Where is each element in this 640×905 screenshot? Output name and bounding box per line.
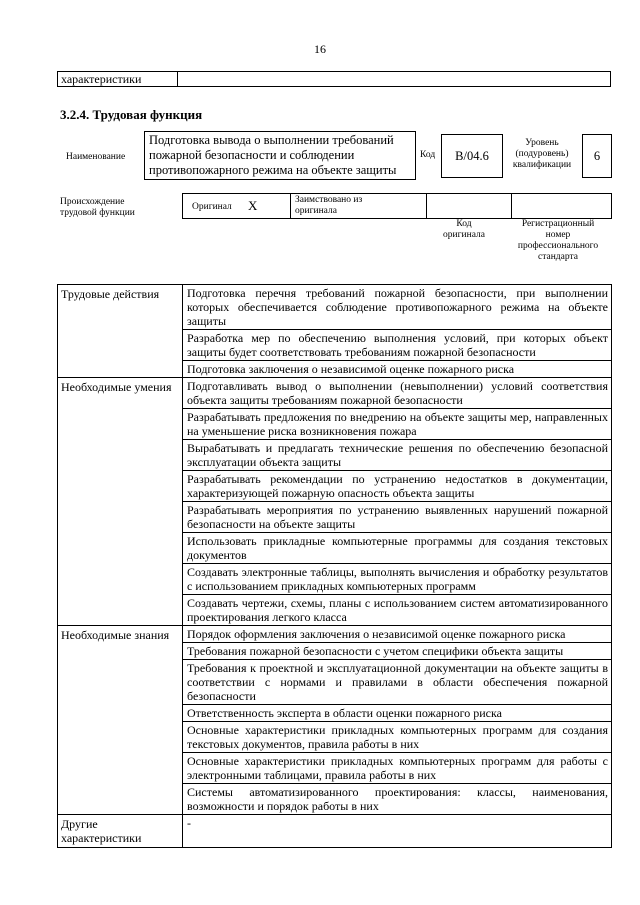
origin-label bbox=[60, 197, 135, 219]
row-item: Создавать чертежи, схемы, планы с использованием систем автоматизированного проектирования легкого класса bbox=[183, 595, 612, 626]
row-label-labor-actions: Трудовые действия bbox=[58, 285, 183, 378]
origin-label-line: Происхождение bbox=[60, 197, 125, 207]
row-item: Основные характеристики прикладных компьютерных программ для создания текстовых документов, правила работы в них bbox=[183, 722, 612, 753]
row-item: Требования пожарной безопасности с учетом специфики объекта защиты bbox=[183, 643, 612, 660]
function-name-line: пожарной безопасности и соблюдении bbox=[149, 148, 355, 162]
row-item: Порядок оформления заключения о независимой оценке пожарного риска bbox=[183, 626, 612, 643]
original-mark: X bbox=[248, 198, 258, 213]
row-item: Разрабатывать мероприятия по устранению выявленных нарушений пожарной безопасности на объекте защиты bbox=[183, 502, 612, 533]
level-value: 6 bbox=[582, 134, 612, 178]
level-label-line: Уровень bbox=[525, 138, 559, 148]
function-name-line: Подготовка вывода о выполнении требований bbox=[149, 133, 394, 147]
row-item: Подготовка перечня требований пожарной безопасности, при выполнении которых обеспечивается соблюдение противопожарного режима на объекте защиты bbox=[183, 285, 612, 330]
level-label bbox=[504, 138, 580, 171]
level-label-line: квалификации bbox=[512, 160, 572, 170]
caption-line: номер bbox=[545, 230, 571, 240]
function-name-box bbox=[144, 131, 416, 180]
row-item: Разработка мер по обеспечению выполнения условий, при которых объект защиты будет соответствовать требованиям пожарной безопасности bbox=[183, 330, 612, 361]
origin-box bbox=[182, 193, 612, 219]
caption-line: оригинала bbox=[443, 230, 485, 240]
row-item: Вырабатывать и предлагать технические решения по обеспечению безопасной эксплуатации объекта защиты bbox=[183, 440, 612, 471]
table-row bbox=[58, 378, 612, 409]
top-row-label: характеристики bbox=[58, 72, 178, 87]
row-item: Создавать электронные таблицы, выполнять вычисления и обработку результатов с использованием прикладных компьютерных программ bbox=[183, 564, 612, 595]
row-item: Ответственность эксперта в области оценки пожарного риска bbox=[183, 705, 612, 722]
section-title: 3.2.4. Трудовая функция bbox=[60, 107, 203, 122]
table-row bbox=[58, 285, 612, 330]
row-item: - bbox=[183, 815, 612, 848]
row-item: Основные характеристики прикладных компьютерных программ для работы с электронными таблицами, правила работы в них bbox=[183, 753, 612, 784]
code-label: Код bbox=[420, 150, 436, 160]
reg-number-caption bbox=[505, 219, 611, 263]
row-label-required-skills: Необходимые умения bbox=[58, 378, 183, 626]
original-label: Оригинал bbox=[192, 202, 232, 212]
row-item: Разрабатывать рекомендации по устранению недостатков в документации, характеризующей пожарную опасность объекта защиты bbox=[183, 471, 612, 502]
level-label-line: (подуровень) bbox=[515, 149, 569, 159]
origin-label-line: трудовой функции bbox=[60, 208, 135, 218]
borrowed-label-line: оригинала bbox=[295, 206, 337, 216]
borrowed-label bbox=[295, 195, 362, 217]
function-table bbox=[57, 284, 612, 848]
row-item: Разрабатывать предложения по внедрению на объекте защиты мер, направленных на уменьшение риска возникновения пожара bbox=[183, 409, 612, 440]
top-continuation-table bbox=[57, 71, 611, 87]
row-label-other-characteristics: Другие характеристики bbox=[58, 815, 183, 848]
row-item: Использовать прикладные компьютерные программы для создания текстовых документов bbox=[183, 533, 612, 564]
page-number: 16 bbox=[314, 42, 326, 56]
code-original-caption bbox=[426, 219, 502, 241]
caption-line: стандарта bbox=[538, 252, 578, 262]
borrowed-label-line: Заимствовано из bbox=[295, 195, 363, 205]
row-item: Требования к проектной и эксплуатационной документации на объекте защиты в соответствии с нормами и правилами в области обеспечения пожарной безопасности bbox=[183, 660, 612, 705]
caption-line: Код bbox=[456, 219, 472, 229]
name-label: Наименование bbox=[66, 152, 126, 162]
table-row bbox=[58, 815, 612, 848]
code-value: B/04.6 bbox=[441, 134, 503, 178]
caption-line: профессионального bbox=[517, 241, 599, 251]
function-name-line: противопожарного режима на объекте защиты bbox=[149, 163, 397, 177]
row-label-required-knowledge: Необходимые знания bbox=[58, 626, 183, 815]
caption-line: Регистрационный bbox=[521, 219, 595, 229]
row-item: Подготавливать вывод о выполнении (невыполнении) условий соответствия объекта защиты требованиям пожарной безопасности bbox=[183, 378, 612, 409]
table-row bbox=[58, 626, 612, 643]
row-item: Системы автоматизированного проектирования: классы, наименования, возможности и порядок работы в них bbox=[183, 784, 612, 815]
row-item: Подготовка заключения о независимой оценке пожарного риска bbox=[183, 361, 612, 378]
top-row-value bbox=[178, 72, 611, 87]
